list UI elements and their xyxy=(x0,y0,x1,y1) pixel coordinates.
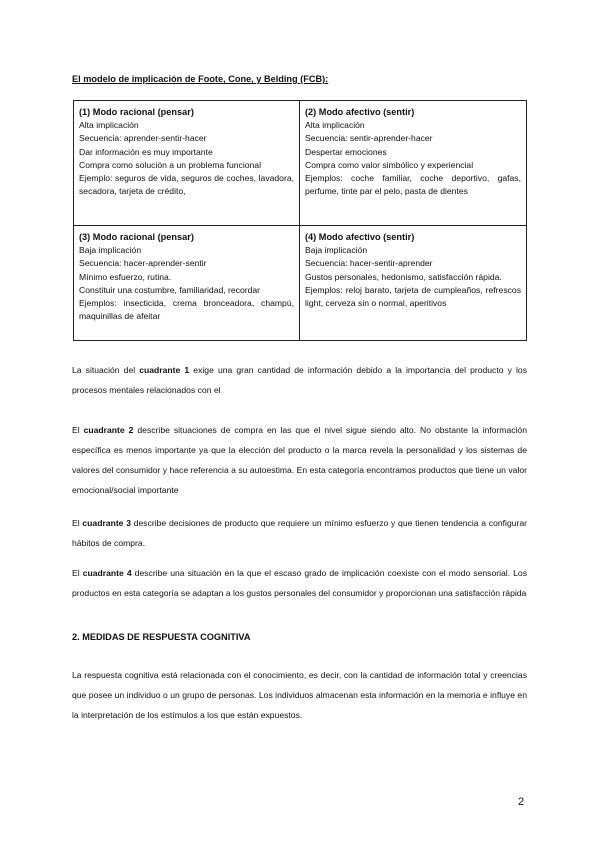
paragraph-quadrant-4: El cuadrante 4 describe una situación en la que el escaso grado de implicación coexiste con el modo sensorial. Los productos en esta categoría se adaptan a los gustos personales del consumidor y proporcionan una satisfacción rápida xyxy=(72,568,527,598)
quadrant-3-line: Secuencia: hacer-aprender-sentir xyxy=(79,258,207,269)
quadrant-2-line: Ejemplos: coche familiar, coche deportivo, gafas, perfume, tinte par el pelo, pasta de dientes xyxy=(305,173,521,197)
quadrant-4-line: Baja implicación xyxy=(305,245,368,256)
quadrant-1-line: Dar información es muy importante xyxy=(79,146,213,157)
quadrant-2-line: Despertar emociones xyxy=(305,146,387,157)
quadrant-2-line: Secuencia: sentir-aprender-hacer xyxy=(305,133,433,144)
paragraph-quadrant-1: La situación del cuadrante 1 exige una gran cantidad de información debido a la importancia del producto y los procesos mentales relacionados con el xyxy=(72,365,528,395)
quadrant-1-title: (1) Modo racional (pensar) xyxy=(79,107,194,117)
quadrant-4-title: (4) Modo afectivo (sentir) xyxy=(305,232,415,242)
quadrant-1-line: Secuencia: aprender-sentir-hacer xyxy=(79,133,207,144)
quadrant-3-title: (3) Modo racional (pensar) xyxy=(79,232,194,242)
page-heading: El modelo de implicación de Foote, Cone, y Belding (FCB): xyxy=(72,74,329,84)
fcb-quadrant-table xyxy=(73,100,527,341)
quadrant-3-cell xyxy=(74,226,300,340)
quadrant-4-line: Ejemplos: reloj barato, tarjeta de cumpleaños, refrescos light, cerveza sin o normal, aperitivos xyxy=(305,284,521,309)
quadrant-4-cell xyxy=(300,226,526,340)
quadrant-4-line: Secuencia: hacer-sentir-aprender xyxy=(305,258,433,269)
quadrant-3-line: Constituir una costumbre, familiaridad, recordar xyxy=(79,284,261,295)
section-2-paragraph: La respuesta cognitiva está relacionada con el conocimiento, es decir, con la cantidad de información total y creencias que posee un individuo o un grupo de personas. Los individuos almacenan esta información en la memoria e influye en la interpretación de los estímulos a los que están expuestos. xyxy=(72,670,527,720)
section-2-heading: 2. MEDIDAS DE RESPUESTA COGNITIVA xyxy=(72,632,251,642)
page-number: 2 xyxy=(518,796,525,808)
paragraph-quadrant-3: El cuadrante 3 describe decisiones de producto que requiere un mínimo esfuerzo y que tienen tendencia a configurar hábitos de compra. xyxy=(72,518,528,548)
paragraph-quadrant-2: El cuadrante 2 describe situaciones de compra en las que el nivel sigue siendo alto. No obstante la información específica es menos importante ya que la elección del producto o la marca revela la personalidad y los sistemas de valores del consumidor y hace referencia a su autoestima. En esta categoría encontramos productos que tiene un valor emocional/social importante xyxy=(72,425,527,495)
quadrant-3-line: Ejemplos: insecticida, crema bronceadora, champú, maquinillas de afeitar xyxy=(79,298,294,322)
quadrant-3-line: Baja implicación xyxy=(79,245,142,256)
quadrant-2-cell xyxy=(300,101,526,226)
quadrant-2-line: Compra como valor simbólico y experiencial xyxy=(305,159,474,170)
quadrant-3-line: Mínimo esfuerzo, rutina. xyxy=(79,271,172,282)
quadrant-4-line: Gustos personales, hedonismo, satisfacción rápida. xyxy=(305,271,502,282)
quadrant-1-cell xyxy=(74,101,300,226)
quadrant-1-line: Alta implicación xyxy=(79,120,139,131)
quadrant-1-line: Ejemplo: seguros de vida, seguros de coches, lavadora, secadora, tarjeta de crédito, xyxy=(79,173,294,197)
quadrant-1-line: Compra como solución a un problema funcional xyxy=(79,159,262,170)
quadrant-2-line: Alta implicación xyxy=(305,120,365,131)
quadrant-2-title: (2) Modo afectivo (sentir) xyxy=(305,107,415,117)
